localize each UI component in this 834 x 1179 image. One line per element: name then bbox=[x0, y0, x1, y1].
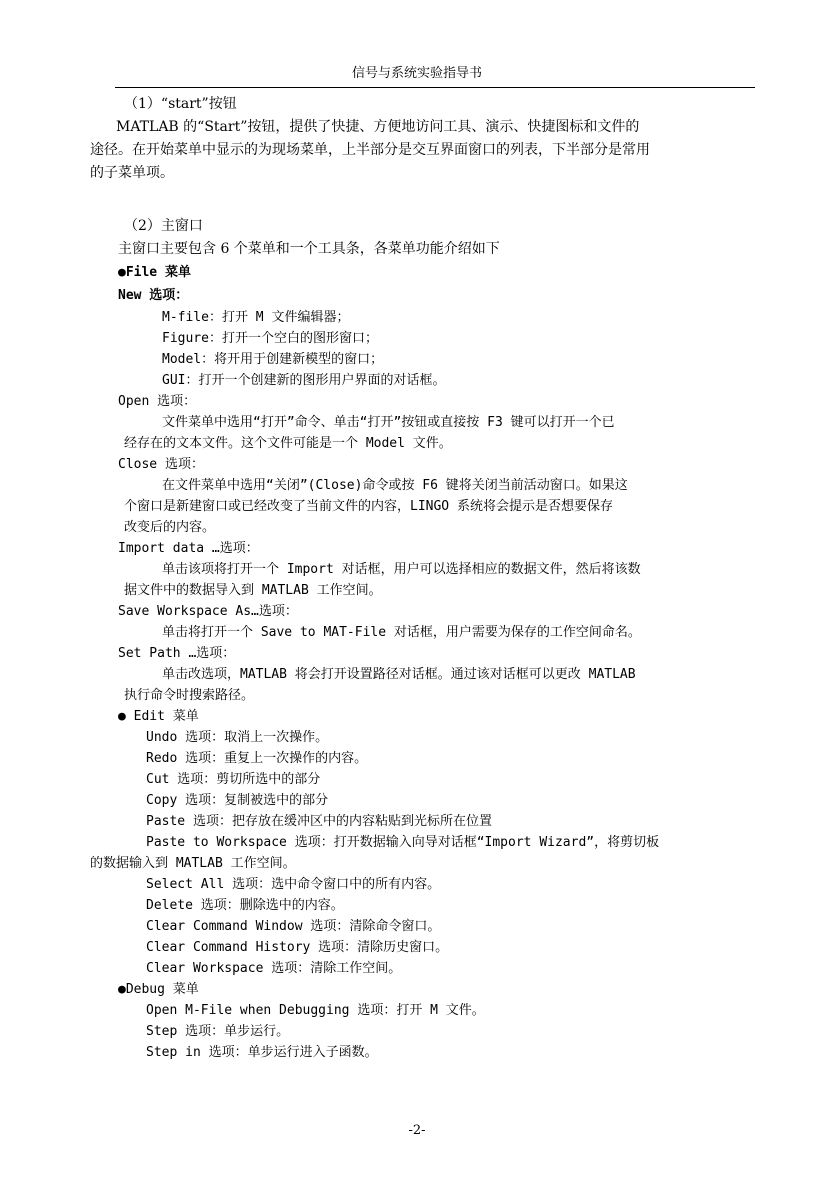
edit-item-select-all: Select All 选项：选中命令窗口中的所有内容。 bbox=[146, 877, 441, 892]
paragraph-line: 单击将打开一个 Save to MAT-File 对话框，用户需要为保存的工作空间命名。 bbox=[162, 625, 641, 640]
open-option-heading: Open 选项： bbox=[118, 394, 197, 409]
paragraph-line: 单击该项将打开一个 Import 对话框，用户可以选择相应的数据文件，然后将该数 bbox=[162, 562, 641, 577]
section-gap bbox=[116, 185, 756, 215]
edit-item-clear-command-history: Clear Command History 选项：清除历史窗口。 bbox=[146, 940, 449, 955]
paragraph-line: 执行命令时搜索路径。 bbox=[124, 688, 255, 703]
close-option-heading: Close 选项： bbox=[118, 457, 204, 472]
page-header: 信号与系统实验指导书 bbox=[351, 66, 482, 81]
new-item: Model：将开用于创建新模型的窗口； bbox=[162, 352, 384, 367]
paragraph-line: 在文件菜单中选用“关闭”(Close)命令或按 F6 键将关闭当前活动窗口。如果这 bbox=[162, 478, 628, 493]
paragraph-line: 的子菜单项。 bbox=[90, 165, 174, 181]
set-path-option-heading: Set Path …选项： bbox=[118, 646, 236, 661]
edit-item-redo: Redo 选项：重复上一次操作的内容。 bbox=[146, 751, 368, 766]
section-heading-main: （2）主窗口 bbox=[124, 218, 203, 234]
paragraph-line: 经存在的文本文件。这个文件可能是一个 Model 文件。 bbox=[124, 436, 452, 451]
save-workspace-option-heading: Save Workspace As…选项： bbox=[118, 604, 298, 619]
paragraph-line: 个窗口是新建窗口或已经改变了当前文件的内容，LINGO 系统将会提示是否想要保存 bbox=[124, 499, 613, 514]
debug-menu-heading: ●Debug 菜单 bbox=[118, 982, 199, 997]
new-item: Figure：打开一个空白的图形窗口； bbox=[162, 331, 378, 346]
edit-item-undo: Undo 选项：取消上一次操作。 bbox=[146, 730, 329, 745]
edit-item-clear-command-window: Clear Command Window 选项：清除命令窗口。 bbox=[146, 919, 441, 934]
new-option-heading: New 选项： bbox=[118, 288, 189, 303]
edit-item-paste-workspace: Paste to Workspace 选项：打开数据输入向导对话框“Import Wizard”，将剪切板 bbox=[146, 835, 660, 850]
new-item: M-file：打开 M 文件编辑器； bbox=[162, 310, 350, 325]
page-body bbox=[90, 93, 756, 1063]
section-heading-start: （1）“start”按钮 bbox=[124, 96, 237, 112]
paragraph-line: 的数据输入到 MATLAB 工作空间。 bbox=[90, 856, 296, 871]
file-menu-heading: ●File 菜单 bbox=[118, 265, 191, 280]
paragraph-line: 文件菜单中选用“打开”命令、单击“打开”按钮或直接按 F3 键可以打开一个已 bbox=[162, 415, 615, 430]
paragraph-line: 改变后的内容。 bbox=[124, 520, 216, 535]
header-rule bbox=[115, 87, 755, 88]
paragraph-line: MATLAB 的“Start”按钮，提供了快捷、方便地访问工具、演示、快捷图标和文件的 bbox=[116, 119, 640, 135]
edit-item-paste: Paste 选项：把存放在缓冲区中的内容粘贴到光标所在位置 bbox=[146, 814, 492, 829]
paragraph-line: 途径。在开始菜单中显示的为现场菜单，上半部分是交互界面窗口的列表，下半部分是常用 bbox=[90, 142, 650, 158]
paragraph-line: 据文件中的数据导入到 MATLAB 工作空间。 bbox=[124, 583, 382, 598]
paragraph-line: 单击改选项，MATLAB 将会打开设置路径对话框。通过该对话框可以更改 MATLAB bbox=[162, 667, 636, 682]
debug-item-step-in: Step in 选项：单步运行进入子函数。 bbox=[146, 1045, 378, 1060]
new-item: GUI：打开一个创建新的图形用户界面的对话框。 bbox=[162, 373, 446, 388]
page-number: -2- bbox=[408, 1123, 426, 1138]
edit-item-clear-workspace: Clear Workspace 选项：清除工作空间。 bbox=[146, 961, 402, 976]
edit-menu-heading: ● Edit 菜单 bbox=[118, 709, 199, 724]
edit-item-cut: Cut 选项：剪切所选中的部分 bbox=[146, 772, 321, 787]
import-option-heading: Import data …选项： bbox=[118, 541, 259, 556]
edit-item-delete: Delete 选项：删除选中的内容。 bbox=[146, 898, 344, 913]
debug-item-step: Step 选项：单步运行。 bbox=[146, 1024, 290, 1039]
debug-item-open-mfile: Open M-File when Debugging 选项：打开 M 文件。 bbox=[146, 1003, 485, 1018]
paragraph-line: 主窗口主要包含 6 个菜单和一个工具条，各菜单功能介绍如下 bbox=[118, 241, 500, 257]
edit-item-copy: Copy 选项：复制被选中的部分 bbox=[146, 793, 329, 808]
